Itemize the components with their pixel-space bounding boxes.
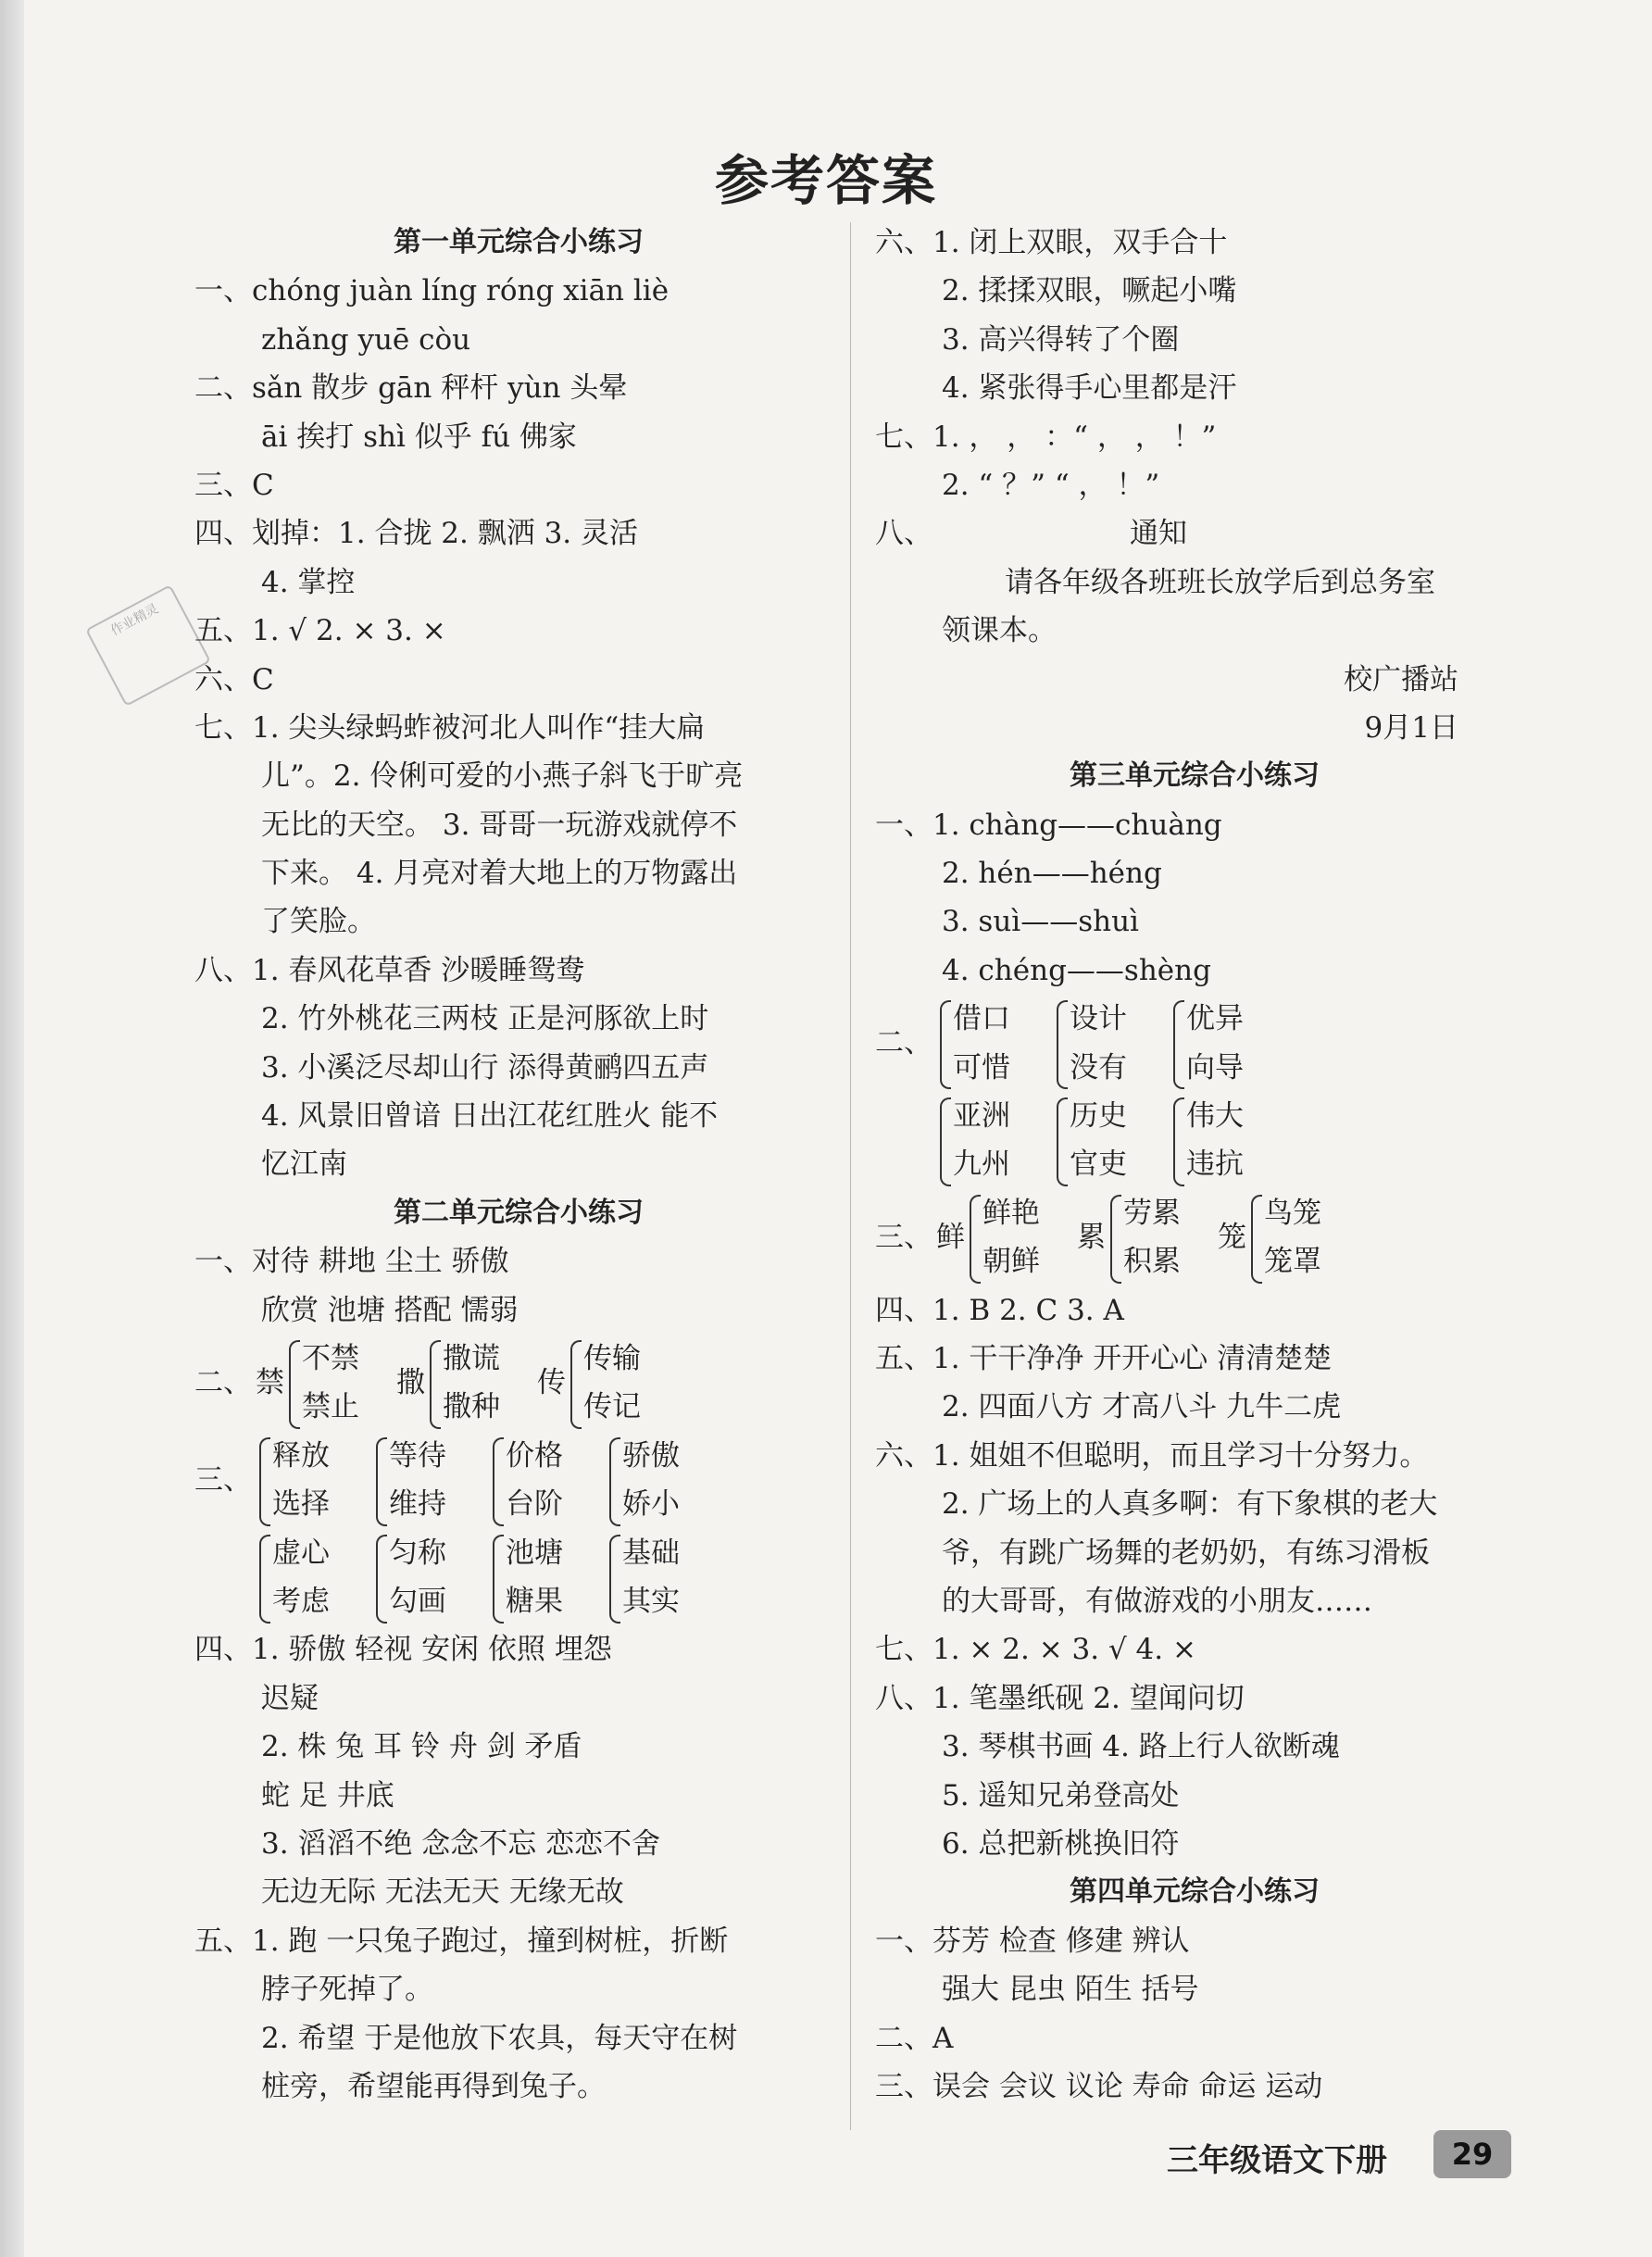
brace — [1057, 1000, 1068, 1089]
brace — [289, 1340, 300, 1429]
unit3-q6-line3: 爷，有跳广场舞的老奶奶，有练习滑板 — [942, 1536, 1430, 1570]
unit1-q8-line1: 八、1. 春风花草香 沙暖睡鸳鸯 — [194, 953, 585, 987]
unit3-q1-line3: 3. suì——shuì — [942, 905, 1139, 939]
unit2-q2-brace-group: 二、 禁 不禁 禁止 撒 撒谎 撒种 传 传输 传记 — [194, 1335, 843, 1432]
unit3-q3-brace-group: 三、 鲜 鲜艳 朝鲜 累 劳累 积累 笼 鸟笼 笼罩 — [875, 1189, 1514, 1286]
right-column — [875, 219, 1514, 2111]
brace — [940, 1097, 951, 1186]
unit2-q1-line1: 一、对待 耕地 尘土 骄傲 — [194, 1245, 509, 1279]
unit2-heading: 第二单元综合小练习 — [394, 1196, 644, 1229]
stamp-watermark: 作业精灵 — [85, 584, 211, 707]
notice-date: 9月1日 — [1364, 710, 1458, 745]
unit1-q8-line5: 忆江南 — [261, 1147, 347, 1182]
unit1-q6: 六、C — [194, 662, 274, 696]
unit4-q1-line1: 一、芬芳 检查 修建 辨认 — [875, 1924, 1190, 1958]
unit4-q1-line2: 强大 昆虫 陌生 括号 — [942, 1973, 1199, 2007]
unit2-q6-line2: 2. 揉揉双眼，噘起小嘴 — [942, 274, 1237, 308]
unit2-q6-line1: 六、1. 闭上双眼，双手合十 — [875, 226, 1228, 259]
unit1-q2-line1: 二、sǎn 散步 gān 秤杆 yùn 头晕 — [194, 371, 628, 406]
unit2-q3-brace-group-2: 虚心 考虑 匀称 勾画 池塘 糖果 基础 其实 — [194, 1529, 843, 1626]
brace — [259, 1437, 270, 1526]
brace — [1110, 1195, 1121, 1284]
unit1-q8-line2: 2. 竹外桃花三两枝 正是河豚欲上时 — [261, 1002, 709, 1036]
unit2-q5-line2: 脖子死掉了。 — [261, 1973, 433, 2007]
unit3-q1-line1: 一、1. chàng——chuàng — [875, 808, 1222, 842]
unit3-q2-brace-group-1: 二、 借口 可惜 设计 没有 优异 向导 — [875, 995, 1514, 1092]
brace — [493, 1437, 504, 1526]
brace — [430, 1340, 441, 1429]
unit2-q4-line6: 无边无际 无法无天 无缘无故 — [261, 1875, 624, 1910]
unit3-q5-line2: 2. 四面八方 才高八斗 九牛二虎 — [942, 1390, 1342, 1424]
brace — [259, 1535, 270, 1624]
unit2-q6-line3: 3. 高兴得转了个圈 — [942, 322, 1180, 357]
notice-body-2: 领课本。 — [942, 614, 1057, 648]
unit2-q4-line3: 2. 株 兔 耳 铃 舟 剑 矛盾 — [261, 1730, 582, 1764]
brace — [493, 1535, 504, 1624]
unit4-heading: 第四单元综合小练习 — [1070, 1875, 1320, 1909]
brace — [376, 1437, 387, 1526]
unit3-q6-line2: 2. 广场上的人真多啊：有下象棋的老大 — [942, 1487, 1438, 1522]
unit3-q8-line1: 八、1. 笔墨纸砚 2. 望闻问切 — [875, 1681, 1245, 1715]
unit3-q7: 七、1. × 2. × 3. √ 4. × — [875, 1633, 1196, 1667]
brace — [1057, 1097, 1068, 1186]
unit3-q2-brace-group-2: 亚洲 九州 历史 官吏 伟大 违抗 — [875, 1092, 1514, 1189]
brace — [1173, 1000, 1184, 1089]
brace — [940, 1000, 951, 1089]
unit1-q1-line1: 一、chóng juàn líng róng xiān liè — [194, 274, 670, 308]
page-number: 29 — [1433, 2130, 1511, 2178]
brace — [1173, 1097, 1184, 1186]
brace — [609, 1535, 620, 1624]
brace — [376, 1535, 387, 1624]
column-divider — [850, 222, 851, 2130]
unit2-q4-line5: 3. 滔滔不绝 念念不忘 恋恋不舍 — [261, 1826, 661, 1861]
unit2-q5-line1: 五、1. 跑 一只兔子跑过，撞到树桩，折断 — [194, 1924, 729, 1958]
unit1-q8-line3: 3. 小溪泛尽却山行 添得黄鹂四五声 — [261, 1050, 709, 1085]
unit2-q5-line3: 2. 希望 于是他放下农具，每天守在树 — [261, 2021, 738, 2055]
brace — [970, 1195, 981, 1284]
page-edge — [0, 0, 24, 2257]
unit2-q7-line1: 七、1. ， ， ：“ ， ， ！” — [875, 420, 1217, 454]
notice-signature: 校广播站 — [1344, 662, 1458, 696]
book-title: 三年级语文下册 — [1167, 2142, 1387, 2179]
brace — [1251, 1195, 1262, 1284]
unit1-q7-line2: 儿”。2. 伶俐可爱的小燕子斜飞于旷亮 — [261, 759, 744, 794]
unit1-q7-line3: 无比的天空。 3. 哥哥一玩游戏就停不 — [261, 808, 738, 842]
notice-body-1: 请各年级各班班长放学后到总务室 — [1005, 565, 1435, 599]
unit2-q1-line2: 欣赏 池塘 搭配 懦弱 — [261, 1293, 519, 1327]
unit1-q2-line2: āi 挨打 shì 似乎 fú 佛家 — [261, 420, 577, 454]
unit1-q5: 五、1. √ 2. × 3. × — [194, 614, 446, 648]
unit2-q5-line4: 桩旁，希望能再得到兔子。 — [261, 2069, 606, 2103]
unit3-q1-line4: 4. chéng——shèng — [942, 953, 1211, 987]
unit3-q8-line3: 5. 遥知兄弟登高处 — [942, 1778, 1180, 1812]
unit1-q1-line2: zhǎng yuē còu — [261, 322, 471, 357]
unit3-q8-line2: 3. 琴棋书画 4. 路上行人欲断魂 — [942, 1730, 1340, 1764]
unit3-heading: 第三单元综合小练习 — [1070, 759, 1320, 793]
unit1-q7-line4: 下来。 4. 月亮对着大地上的万物露出 — [261, 857, 738, 891]
unit1-q7-line1: 七、1. 尖头绿蚂蚱被河北人叫作“挂大扁 — [194, 710, 706, 745]
unit3-q8-line4: 6. 总把新桃换旧符 — [942, 1826, 1180, 1861]
unit3-q5-line1: 五、1. 干干净净 开开心心 清清楚楚 — [875, 1342, 1333, 1376]
unit3-q4: 四、1. B 2. C 3. A — [875, 1293, 1124, 1327]
unit3-q6-line4: 的大哥哥，有做游戏的小朋友…… — [942, 1584, 1372, 1618]
unit2-q4-line2: 迟疑 — [261, 1681, 319, 1715]
unit2-q3-brace-group-1: 三、 释放 选择 等待 维持 价格 台阶 骄傲 娇小 — [194, 1432, 843, 1529]
brace — [570, 1340, 582, 1429]
unit4-q3: 三、误会 会议 议论 寿命 命运 运动 — [875, 2069, 1323, 2103]
left-column — [194, 219, 843, 2111]
unit1-q3: 三、C — [194, 468, 274, 502]
unit2-q4-line1: 四、1. 骄傲 轻视 安闲 依照 埋怨 — [194, 1633, 612, 1667]
unit1-q7-line5: 了笑脸。 — [261, 905, 376, 939]
unit4-q2: 二、A — [875, 2021, 954, 2055]
unit3-q1-line2: 2. hén——héng — [942, 857, 1162, 891]
page-title: 参考答案 — [714, 149, 937, 212]
unit2-q6-line4: 4. 紧张得手心里都是汗 — [942, 371, 1237, 406]
unit1-q8-line4: 4. 风景旧曾谙 日出江花红胜火 能不 — [261, 1099, 719, 1134]
brace — [609, 1437, 620, 1526]
unit1-q4-line2: 4. 掌控 — [261, 565, 356, 599]
unit2-q4-line4: 蛇 足 井底 — [261, 1778, 394, 1812]
unit2-q7-line2: 2. “ ？” “ ， ！” — [942, 468, 1160, 502]
unit1-heading: 第一单元综合小练习 — [394, 226, 644, 258]
unit1-q4-line1: 四、划掉：1. 合拢 2. 飘洒 3. 灵活 — [194, 517, 639, 551]
unit3-q6-line1: 六、1. 姐姐不但聪明，而且学习十分努力。 — [875, 1438, 1429, 1473]
unit2-q8-line1: 八、 通知 — [875, 517, 1187, 551]
